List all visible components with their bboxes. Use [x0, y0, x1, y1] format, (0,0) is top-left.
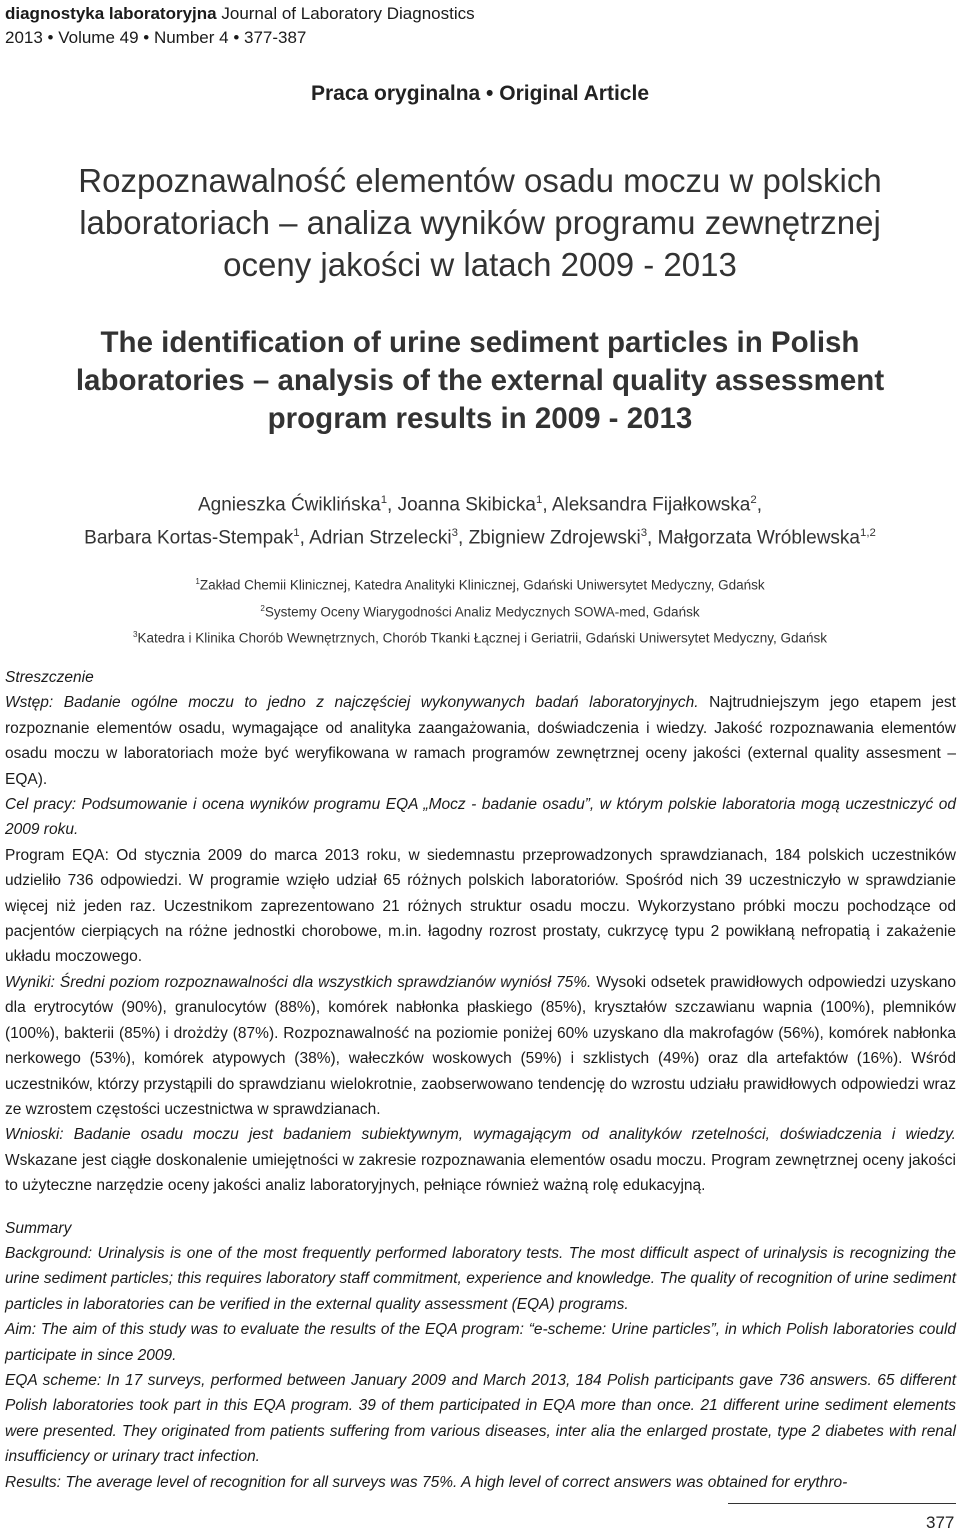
title-english-line: laboratories – analysis of the external quality assessment: [75, 364, 885, 397]
paragraph-italic-text: Średni poziom rozpoznawalności dla wszystkich sprawdzianów wyniósł 75%.: [59, 973, 592, 991]
affiliation-text: Zakład Chemii Klinicznej, Katedra Analityki Klinicznej, Gdański Uniwersytet Medyczny, Gdańsk: [199, 577, 765, 593]
paragraph-italic-text: Podsumowanie i ocena wyników programu EQA „Mocz - badanie osadu”, w którym polskie laboratoria mogą uczestniczyć od 2009 roku.: [5, 796, 956, 839]
abstract-heading-en: Summary: [5, 1219, 72, 1237]
paragraph-italic-text: The average level of recognition for all surveys was 75%. A high level of correct answers was obtained for erythro-: [65, 1473, 848, 1491]
paragraph-text: Najtrudniejszym jego etapem jest rozpoznanie elementów osadu, wymagające od analityka zaangażowania, doświadczenia i wiedzy. Jakość rozpoznawania elementów osadu moczu w laboratoriach może być weryfikowana w ramach programów zewnętrznej oceny jakości (external quality assesment – EQA).: [5, 694, 956, 788]
author-name: Małgorzata Wróblewska: [657, 527, 860, 549]
abstract-section: [5, 665, 956, 1495]
summary-paragraph: [5, 1241, 956, 1317]
issue-info: 2013 • Volume 49 • Number 4 • 377-387: [5, 28, 307, 47]
title-english-line: program results in 2009 - 2013: [267, 402, 693, 435]
author-name: Joanna Skibicka: [397, 494, 536, 516]
paragraph-label: Wstęp:: [5, 694, 54, 712]
author-affil: 3: [640, 527, 648, 540]
summary-paragraph: [5, 1368, 956, 1470]
paragraph-italic-text: Badanie osadu moczu jest badaniem subiektywnym, wymagającym od analityków rzetelności, doświadczenia i wiedzy.: [73, 1126, 956, 1144]
paragraph-label: Wyniki:: [5, 973, 55, 991]
author-name: Zbigniew Zdrojewski: [468, 527, 641, 549]
author-sep: ,: [299, 527, 310, 549]
title-polish-line: oceny jakości w latach 2009 - 2013: [223, 246, 737, 283]
author-affil: 1: [535, 494, 543, 506]
paragraph-label: Cel pracy:: [5, 796, 76, 814]
affiliation: [0, 597, 960, 624]
title-english: [0, 324, 960, 438]
paragraph-text: Wskazane jest ciągłe doskonalenie umiejętności w zakresie rozpoznawania elementów osadu moczu. Program zewnętrznej oceny jakości to użyteczne narzędzie oceny jakości analiz laboratoryjnych, pełniące również ważną rolę edukacyjną.: [5, 1151, 956, 1195]
abstract-paragraph: [5, 1122, 956, 1198]
author-sep: ,: [458, 527, 469, 549]
paragraph-italic-text: In 17 surveys, performed between January 2009 and March 2013, 184 Polish participants gave 736 answers. 65 different Polish laboratories took part in this EQA program. 39 of them participated in EQA more than once. 21 different urine sediment elements were presented. They originated from patients suffering from various diseases, inter alia the enlarged prostate, type 2 diabetes with renal insufficiency or urinary tract infection.: [5, 1371, 957, 1466]
footer-rule: [728, 1503, 956, 1504]
author-list: [0, 486, 960, 553]
title-polish-line: Rozpoznawalność elementów osadu moczu w polskich: [78, 162, 882, 199]
affiliation-text: Katedra i Klinika Chorób Wewnętrznych, Chorób Tkanki Łącznej i Geriatrii, Gdański Uniwersytet Medyczny, Gdańsk: [137, 630, 828, 646]
author-sep: ,: [387, 494, 398, 516]
paragraph-text: Wysoki odsetek prawidłowych odpowiedzi uzyskano dla erytrocytów (90%), granulocytów (88%), komórek nabłonka płaskiego (85%), kryształów szczawianu wapnia (100%), plemników (100%), bakterii (85%) i drożdży (87%). Rozpoznawalność na poziomie poniżej 60% uzyskano dla makrofagów (56%), komórek nabłonka nerkowego (53%), komórek atypowych (38%), wałeczków woskowych (59%) i szklistych (49%) oraz dla artefaktów (16%). Wśród uczestników, którzy przystąpili do sprawdzianu wielokrotnie, zaobserwowano tendencję do wzrostu udziału prawidłowych odpowiedzi wraz ze wzrostem częstości uczestnictwa w sprawdzianach.: [5, 973, 956, 1118]
paragraph-italic-text: Urinalysis is one of the most frequently performed laboratory tests. The most difficult aspect of urinalysis is recognizing the urine sediment particles; this requires laboratory staff commitment, experience and knowledge. The quality of recognition of urine sediment particles in laboratories can be verified in the external quality assessment (EQA) programs.: [5, 1244, 956, 1313]
author-name: Aleksandra Fijałkowska: [551, 494, 751, 516]
journal-header: [5, 2, 475, 50]
abstract-paragraph: [5, 843, 956, 970]
author-name: Agnieszka Ćwiklińska: [198, 494, 381, 516]
title-english-line: The identification of urine sediment particles in Polish: [100, 326, 860, 359]
affiliation-list: [0, 570, 960, 650]
author-line: [0, 486, 960, 519]
affiliation: [0, 570, 960, 597]
abstract-paragraph: [5, 690, 956, 792]
title-polish: [0, 160, 960, 286]
author-sep: ,: [756, 494, 762, 516]
summary-paragraph: [5, 1317, 956, 1368]
author-name: Adrian Strzelecki: [309, 527, 452, 549]
author-affil: 1: [380, 494, 388, 506]
paragraph-italic-text: The aim of this study was to evaluate the results of the EQA program: “e-scheme: Urine particles”, in which Polish laboratories could participate in since 2009.: [5, 1321, 957, 1364]
paragraph-text: Od stycznia 2009 do marca 2013 roku, w siedemnastu przeprowadzonych sprawdzianach, 184 polskich uczestników udzieliło 736 odpowiedzi. W programie wzięło udział 65 różnych polskich laboratoriów. Spośród nich 39 uczestniczyło w sprawdzianie więcej niż jeden raz. Uczestnikom zaprezentowano 21 różnych struktur osadu moczu. Wykorzystano próbki moczu pochodzące od pacjentów cierpiących na różne jednostki chorobowe, m.in. łagodny rozrost prostaty, cukrzycę typu 2 powikłaną nefropatią i zakażenie układu moczowego.: [5, 846, 957, 966]
author-sep: ,: [542, 494, 552, 516]
affiliation-text: Systemy Oceny Wiarygodności Analiz Medycznych SOWA-med, Gdańsk: [264, 604, 700, 619]
summary-paragraph: [5, 1470, 956, 1495]
author-affil: 3: [451, 527, 458, 540]
title-polish-line: laboratoriach – analiza wyników programu zewnętrznej: [79, 204, 881, 241]
paragraph-label: Program EQA:: [5, 846, 109, 864]
paragraph-label: Background:: [5, 1244, 93, 1262]
journal-name-pl: diagnostyka laboratoryjna: [5, 4, 217, 23]
paragraph-label: Wnioski:: [5, 1126, 64, 1144]
paragraph-label: Aim:: [5, 1321, 36, 1339]
paragraph-label: EQA scheme:: [5, 1371, 102, 1389]
author-line: [0, 519, 960, 552]
author-affil: 1,2: [860, 527, 876, 540]
abstract-paragraph: [5, 792, 956, 843]
journal-name-en: Journal of Laboratory Diagnostics: [221, 4, 475, 23]
affiliation: [0, 623, 960, 650]
page-number: 377: [926, 1513, 955, 1532]
article-type: Praca oryginalna • Original Article: [310, 82, 650, 105]
author-sep: ,: [647, 527, 658, 549]
abstract-heading-pl: Streszczenie: [5, 669, 94, 686]
author-name: Barbara Kortas-Stempak: [84, 527, 294, 549]
section-gap: [5, 1199, 956, 1216]
paragraph-italic-text: Badanie ogólne moczu to jedno z najczęściej wykonywanych badań laboratoryjnych.: [63, 694, 699, 712]
author-affil: 1: [293, 527, 300, 540]
affiliation-number: 1: [195, 577, 200, 586]
affiliation-number: 3: [132, 630, 138, 639]
paragraph-label: Results:: [5, 1473, 61, 1491]
abstract-paragraph: [5, 970, 956, 1122]
affiliation-number: 2: [260, 603, 265, 613]
author-affil: 2: [750, 494, 757, 506]
